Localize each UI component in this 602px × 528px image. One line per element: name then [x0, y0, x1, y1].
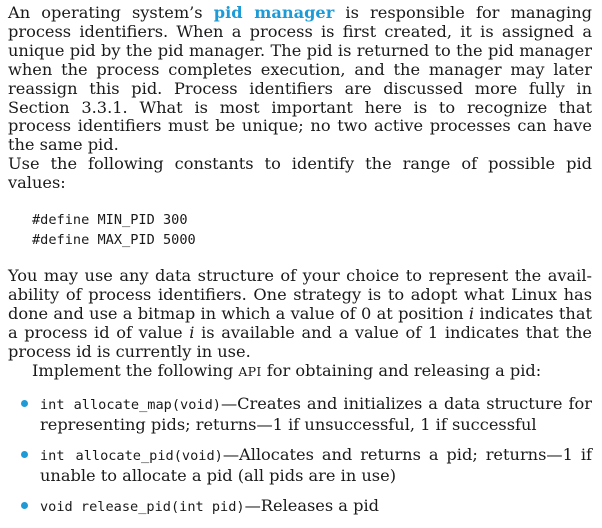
function-description: —Creates and initializes a data structure for representing pids; returns—1 if unsuccessful, 1 if successful	[40, 393, 592, 434]
function-description: —Releases a pid	[244, 495, 380, 515]
implement-suffix: for obtaining and releasing a pid:	[261, 360, 542, 380]
function-signature: int allocate_pid(void)	[40, 447, 223, 464]
bullet-icon	[21, 451, 28, 458]
list-item	[8, 445, 592, 485]
strategy-var-i-1: i	[468, 303, 475, 323]
min-pid-define: #define MIN_PID 300	[32, 212, 188, 229]
implement-paragraph	[8, 362, 592, 382]
implement-prefix: Implement the following	[32, 360, 239, 380]
api-function-list	[8, 394, 592, 517]
constants-intro: Use the following constants to identify the range of possible pid values:	[8, 154, 592, 193]
strategy-var-i-2: i	[189, 322, 195, 342]
pid-manager-term: pid manager	[213, 3, 335, 22]
list-item	[8, 394, 592, 434]
api-term: API	[238, 363, 262, 379]
strategy-part1: You may use any data structure of your choice to represent the avail-ability of process identifiers. One strategy is to adopt what Linux has done and use a bitmap in which a value of 0 at position	[8, 266, 592, 323]
max-pid-define: #define MAX_PID 5000	[32, 232, 196, 249]
strategy-part3: is available and a value of 1 indicates that the process id is currently in use.	[8, 322, 592, 361]
intro-prefix: An operating system’s	[8, 3, 214, 22]
document-page	[8, 4, 592, 528]
strategy-part2: indicates that a process id of value	[8, 303, 592, 342]
intro-body: is responsible for managing process identifiers. When a process is first created, it is assigned a unique pid by the pid manager. The pid is returned to the pid manager when the process completes execution, and the manager may later reassign this pid. Process identifiers are discussed more fully in Section 3.3.1. What is most important here is to recognize that process identifiers must be unique; no two active processes can have the same pid.	[8, 3, 592, 155]
function-signature: void release_pid(int pid)	[40, 498, 245, 515]
bullet-icon	[21, 400, 28, 407]
function-signature: int allocate_map(void)	[40, 396, 221, 413]
strategy-paragraph	[8, 267, 592, 362]
list-item	[8, 496, 592, 517]
intro-paragraph	[8, 4, 592, 155]
bullet-icon	[21, 502, 28, 509]
function-description: —Allocates and returns a pid; returns—1 if unable to allocate a pid (all pids are in use)	[40, 444, 592, 485]
constants-code-block	[32, 210, 592, 250]
